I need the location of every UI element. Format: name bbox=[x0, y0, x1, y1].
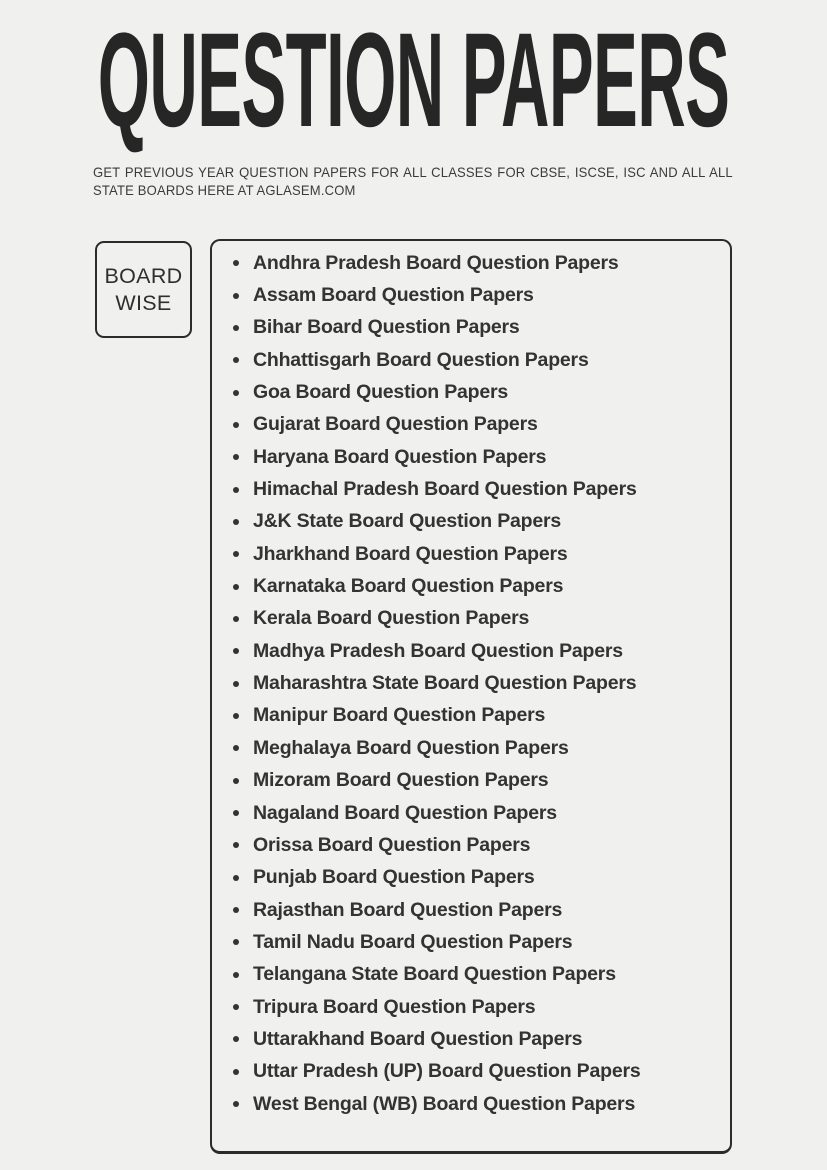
list-item-label: Madhya Pradesh Board Question Papers bbox=[253, 639, 623, 662]
bullet-icon bbox=[233, 778, 239, 784]
list-item-label: Uttar Pradesh (UP) Board Question Papers bbox=[253, 1060, 641, 1083]
list-item-label: Chhattisgarh Board Question Papers bbox=[253, 348, 589, 371]
list-item[interactable] bbox=[212, 441, 730, 473]
list-item-label: Tamil Nadu Board Question Papers bbox=[253, 930, 573, 953]
list-item-label: West Bengal (WB) Board Question Papers bbox=[253, 1092, 636, 1115]
list-item[interactable] bbox=[212, 538, 730, 570]
list-item-label: Himachal Pradesh Board Question Papers bbox=[253, 478, 637, 501]
list-item-label: Rajasthan Board Question Papers bbox=[253, 898, 563, 921]
list-item-label: Karnataka Board Question Papers bbox=[253, 575, 564, 598]
board-wise-tab[interactable] bbox=[95, 241, 192, 338]
bullet-icon bbox=[233, 842, 239, 848]
list-item-label: J&K State Board Question Papers bbox=[253, 510, 562, 533]
list-item[interactable] bbox=[212, 862, 730, 894]
board-wise-label-line1: BOARD bbox=[104, 263, 183, 288]
subtitle-line-2: STATE BOARDS HERE AT AGLASEM.COM bbox=[93, 181, 356, 198]
list-item[interactable] bbox=[212, 959, 730, 991]
list-item-label: Manipur Board Question Papers bbox=[253, 704, 546, 727]
list-item[interactable] bbox=[212, 991, 730, 1023]
board-list bbox=[212, 247, 730, 1120]
bullet-icon bbox=[233, 1036, 239, 1042]
bullet-icon bbox=[233, 422, 239, 428]
list-item-label: Punjab Board Question Papers bbox=[253, 866, 535, 889]
page-subtitle bbox=[93, 164, 733, 199]
list-item[interactable] bbox=[212, 829, 730, 861]
list-item[interactable] bbox=[212, 376, 730, 408]
bullet-icon bbox=[233, 939, 239, 945]
list-item-label: Goa Board Question Papers bbox=[253, 381, 509, 404]
list-item-label: Assam Board Question Papers bbox=[253, 284, 534, 307]
bullet-icon bbox=[233, 681, 239, 687]
bullet-icon bbox=[233, 745, 239, 751]
list-item-label: Andhra Pradesh Board Question Papers bbox=[253, 251, 619, 274]
bullet-icon bbox=[233, 293, 239, 299]
bullet-icon bbox=[233, 325, 239, 331]
board-list-panel bbox=[210, 239, 732, 1154]
list-item[interactable] bbox=[212, 926, 730, 958]
list-item[interactable] bbox=[212, 409, 730, 441]
list-item[interactable] bbox=[212, 894, 730, 926]
list-item[interactable] bbox=[212, 1088, 730, 1120]
bullet-icon bbox=[233, 616, 239, 622]
bullet-icon bbox=[233, 875, 239, 881]
list-item-label: Jharkhand Board Question Papers bbox=[253, 542, 568, 565]
list-item[interactable] bbox=[212, 279, 730, 311]
list-item-label: Nagaland Board Question Papers bbox=[253, 801, 557, 824]
list-item-label: Meghalaya Board Question Papers bbox=[253, 736, 569, 759]
list-item[interactable] bbox=[212, 1056, 730, 1088]
bullet-icon bbox=[233, 1101, 239, 1107]
list-item[interactable] bbox=[212, 667, 730, 699]
bullet-icon bbox=[233, 260, 239, 266]
list-item[interactable] bbox=[212, 797, 730, 829]
list-item-label: Uttarakhand Board Question Papers bbox=[253, 1027, 583, 1050]
list-item[interactable] bbox=[212, 732, 730, 764]
list-item-label: Telangana State Board Question Papers bbox=[253, 963, 616, 986]
bullet-icon bbox=[233, 551, 239, 557]
list-item[interactable] bbox=[212, 603, 730, 635]
list-item-label: Kerala Board Question Papers bbox=[253, 607, 530, 630]
board-wise-label-line2: WISE bbox=[115, 290, 172, 315]
list-item[interactable] bbox=[212, 473, 730, 505]
list-item[interactable] bbox=[212, 247, 730, 279]
bullet-icon bbox=[233, 454, 239, 460]
bullet-icon bbox=[233, 487, 239, 493]
list-item[interactable] bbox=[212, 635, 730, 667]
list-item[interactable] bbox=[212, 506, 730, 538]
bullet-icon bbox=[233, 1004, 239, 1010]
list-item[interactable] bbox=[212, 765, 730, 797]
bullet-icon bbox=[233, 907, 239, 913]
bullet-icon bbox=[233, 648, 239, 654]
list-item[interactable] bbox=[212, 1023, 730, 1055]
list-item[interactable] bbox=[212, 312, 730, 344]
bullet-icon bbox=[233, 972, 239, 978]
list-item-label: Gujarat Board Question Papers bbox=[253, 413, 538, 436]
bullet-icon bbox=[233, 357, 239, 363]
bullet-icon bbox=[233, 584, 239, 590]
page-title: QUESTION PAPERS bbox=[97, 6, 730, 155]
list-item[interactable] bbox=[212, 344, 730, 376]
list-item-label: Tripura Board Question Papers bbox=[253, 995, 536, 1018]
list-item-label: Haryana Board Question Papers bbox=[253, 445, 547, 468]
bullet-icon bbox=[233, 1069, 239, 1075]
list-item[interactable] bbox=[212, 570, 730, 602]
bullet-icon bbox=[233, 713, 239, 719]
list-item-label: Maharashtra State Board Question Papers bbox=[253, 672, 637, 695]
bullet-icon bbox=[233, 519, 239, 525]
bullet-icon bbox=[233, 390, 239, 396]
bullet-icon bbox=[233, 810, 239, 816]
list-item-label: Bihar Board Question Papers bbox=[253, 316, 520, 339]
list-item-label: Mizoram Board Question Papers bbox=[253, 769, 549, 792]
list-item[interactable] bbox=[212, 700, 730, 732]
subtitle-line-1: GET PREVIOUS YEAR QUESTION PAPERS FOR ALL CLASSES FOR CBSE, ISCSE, ISC AND ALL ALL bbox=[93, 164, 733, 180]
list-item-label: Orissa Board Question Papers bbox=[253, 833, 531, 856]
